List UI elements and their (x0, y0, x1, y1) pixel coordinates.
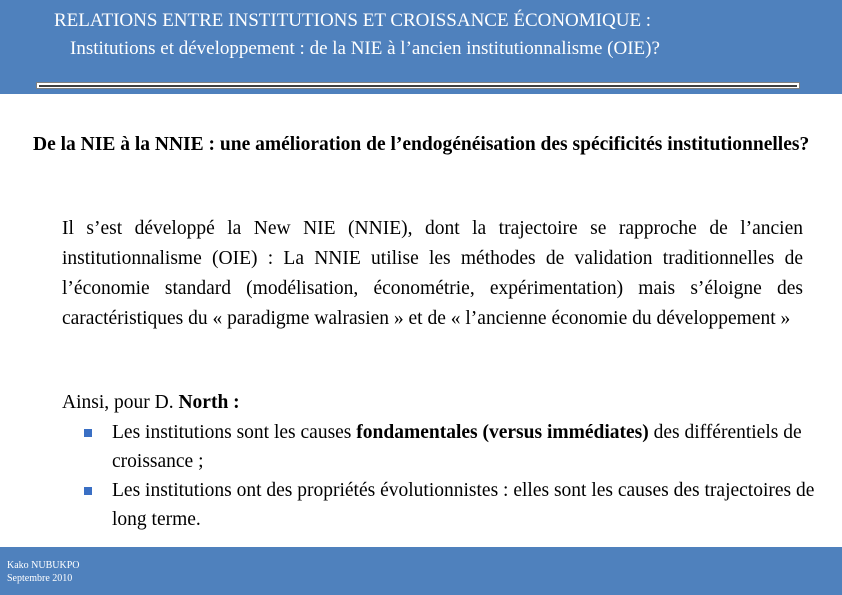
body-paragraph: Il s’est développé la New NIE (NNIE), dont la trajectoire se rapproche de l’ancien institutionnalisme (OIE) : La NNIE utilise les méthodes de validation traditionnelles de l’économie standard (modélisation, économétrie, expérimentation) mais s’éloigne des caractéristiques du « paradigme walrasien » et de « l’ancienne économie du développement » (62, 218, 803, 329)
slide-title-line1: RELATIONS ENTRE INSTITUTIONS ET CROISSANCE ÉCONOMIQUE : (54, 10, 652, 31)
intro-author: North : (178, 392, 240, 413)
footer-author: Kako NUBUKPO (7, 560, 80, 571)
footer-date: Septembre 2010 (7, 573, 73, 584)
intro-prefix: Ainsi, pour D. (62, 392, 179, 413)
square-bullet-icon (84, 487, 92, 495)
section-title: De la NIE à la NNIE : une amélioration de l’endogénéisation des spécificités institutionnelles? (33, 134, 810, 155)
bullet-1-emphasis: fondamentales (versus immédiates) (356, 422, 649, 443)
bullet-1-after: des différentiels de croissance ; (112, 422, 802, 472)
header-divider (36, 82, 800, 89)
bullet-2-text: Les institutions ont des propriétés évolutionnistes : elles sont les causes des trajectoires de long terme. (112, 480, 815, 530)
slide-title-line2: Institutions et développement : de la NIE à l’ancien institutionnalisme (OIE)? (70, 38, 660, 59)
bullet-list (80, 418, 815, 534)
bullet-item-1 (80, 418, 815, 476)
bullet-1-before: Les institutions sont les causes (112, 422, 357, 443)
square-bullet-icon (84, 429, 92, 437)
footer-band (0, 547, 842, 595)
bullet-item-2 (80, 476, 815, 534)
footer-credits (7, 559, 80, 585)
intro-line (62, 388, 240, 418)
